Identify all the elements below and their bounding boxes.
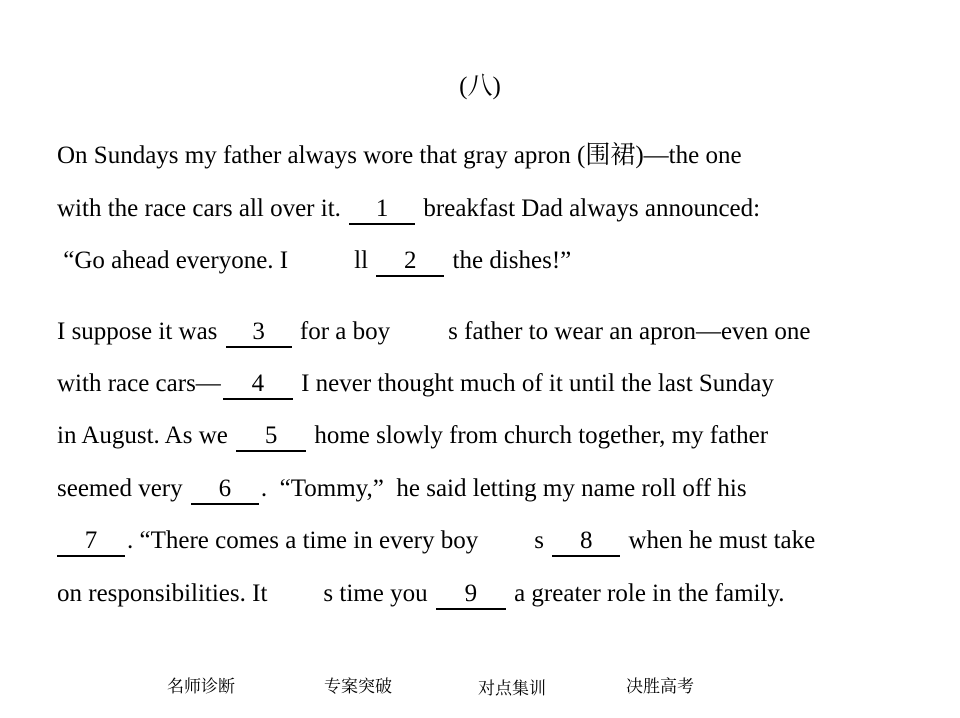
blank-7: 7 <box>57 527 125 557</box>
text-line-8: 7 . “There comes a time in every boy s 8 when he must take <box>57 524 815 558</box>
blank-9: 9 <box>436 580 506 610</box>
nav-diagnosis-link[interactable]: 名师诊断 <box>167 677 235 697</box>
nav-training-link[interactable]: 对点集训 <box>478 679 546 699</box>
text-line-9: on responsibilities. It s time you 9 a greater role in the family. <box>57 577 785 611</box>
text-line-3: “Go ahead everyone. I ll 2 the dishes!” <box>57 244 571 278</box>
blank-1: 1 <box>349 195 415 225</box>
text-line-5: with race cars— 4 I never thought much of it until the last Sunday <box>57 367 774 401</box>
blank-3: 3 <box>226 318 292 348</box>
blank-5: 5 <box>236 422 306 452</box>
nav-exam-link[interactable]: 决胜高考 <box>626 677 694 697</box>
nav-breakthrough-link[interactable]: 专案突破 <box>324 677 392 697</box>
text-line-2: with the race cars all over it. 1 breakfast Dad always announced: <box>57 192 760 226</box>
text-line-4: I suppose it was 3 for a boy s father to wear an apron—even one <box>57 315 811 349</box>
text-line-7: seemed very 6 . “Tommy,” he said letting my name roll off his <box>57 472 747 506</box>
blank-2: 2 <box>376 247 444 277</box>
text-line-6: in August. As we 5 home slowly from church together, my father <box>57 419 768 453</box>
section-title: (八) <box>459 73 501 100</box>
blank-4: 4 <box>223 370 293 400</box>
blank-8: 8 <box>552 527 620 557</box>
text-line-1: On Sundays my father always wore that gray apron (围裙)—the one <box>57 142 742 169</box>
blank-6: 6 <box>191 475 259 505</box>
